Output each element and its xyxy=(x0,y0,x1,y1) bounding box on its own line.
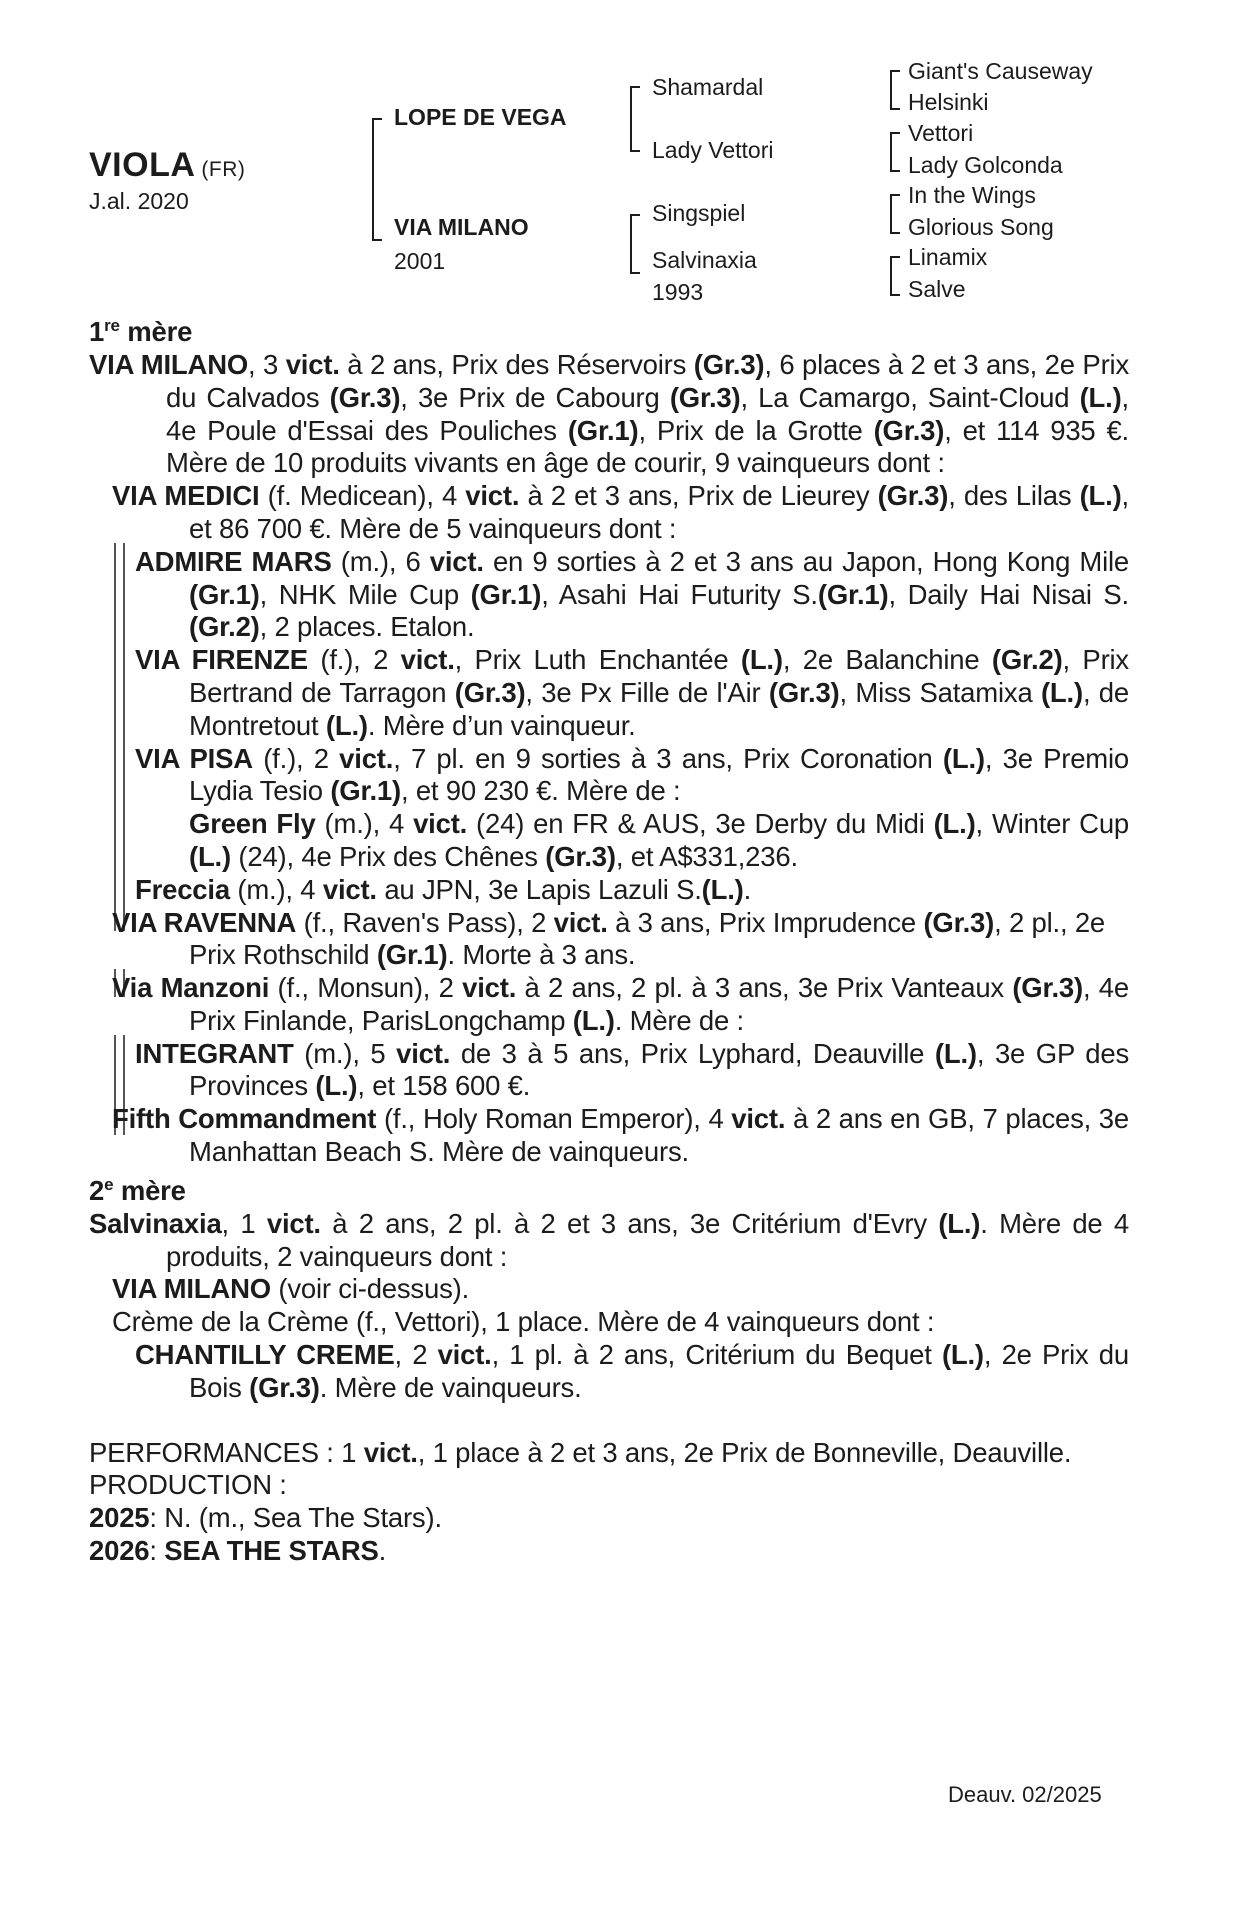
first-dam-text: , 3 vict. à 2 ans, Prix des Réservoirs (Gr.3), 6 places à 2 et 3 ans, 2e Prix du Calvados (Gr.3), 3e Prix de Cabourg (Gr.3), La Camargo, Saint-Cloud (L.), 4e Poule d'Essai des Pouliches (Gr.1), Prix de la Grotte (Gr.3), et 114 935 €. Mère de 10 produits vivants en âge de courir, 9 vainqueurs dont : xyxy=(166,348,1129,479)
second-dam-heading: 2e mère xyxy=(89,1174,186,1207)
produce-via-firenze: VIA FIRENZE (f.), 2 vict., Prix Luth Enchantée (L.), 2e Balanchine (Gr.2), Prix Bertrand de Tarragon (Gr.3), 3e Px Fille de l'Air (Gr.3), Miss Satamixa (L.), de Montretout (L.). Mère d’un vainqueur. xyxy=(135,644,1129,741)
produce-via-pisa: VIA PISA (f.), 2 vict., 7 pl. en 9 sorties à 3 ans, Prix Coronation (L.), 3e Premio Lydia Tesio (Gr.1), et 90 230 €. Mère de : xyxy=(135,742,1130,807)
first-dam-name: VIA MILANO xyxy=(89,348,249,380)
produce-green-fly: Green Fly (m.), 4 vict. (24) en FR & AUS, 3e Derby du Midi (L.), Winter Cup (L.) (24), 4e Prix des Chênes (Gr.3), et A$331,236. xyxy=(189,808,1130,872)
production-2026: 2026: SEA THE STARS. xyxy=(89,1535,387,1566)
first-dam-heading: 1re mère xyxy=(89,316,193,348)
pedigree-sire-sire: Shamardal xyxy=(652,74,764,100)
horse-origin: (FR) xyxy=(201,158,246,181)
second-dam-name: Salvinaxia xyxy=(89,1207,222,1239)
pedigree-dam-dam: Salvinaxia xyxy=(652,247,757,273)
production-label: PRODUCTION : xyxy=(89,1469,287,1501)
produce-integrant: INTEGRANT (m.), 5 vict. de 3 à 5 ans, Prix Lyphard, Deauville (L.), 3e GP des Provinces (L.), et 158 600 €. xyxy=(135,1037,1129,1102)
horse-name xyxy=(89,146,245,185)
pedigree-bracket-dam xyxy=(630,214,640,274)
pedigree-sire: LOPE DE VEGA xyxy=(394,104,567,130)
produce-via-milano-ref: VIA MILANO (voir ci-dessus). xyxy=(112,1273,470,1305)
pedigree-g3-6: Glorious Song xyxy=(908,214,1054,240)
produce-fifth-commandment: Fifth Commandment (f., Holy Roman Emperor), 4 vict. à 2 ans en GB, 7 places, 3e Manhattan Beach S. Mère de vainqueurs. xyxy=(112,1103,1129,1168)
dam-section xyxy=(89,310,1129,1568)
pedigree-dam-dam-year: 1993 xyxy=(652,279,704,305)
pedigree-dam-year: 2001 xyxy=(394,248,446,274)
second-dam-entry xyxy=(89,1208,1129,1274)
first-dam-entry xyxy=(89,349,1129,480)
footer-sale-ref: Deauv. 02/2025 xyxy=(948,1782,1102,1807)
pedigree-g3-5: In the Wings xyxy=(908,182,1036,208)
produce-via-manzoni: Via Manzoni (f., Monsun), 2 vict. à 2 ans, 2 pl. à 3 ans, 3e Prix Vanteaux (Gr.3), 4e Prix Finlande, ParisLongchamp (L.). Mère de : xyxy=(112,972,1129,1036)
pedigree-g3-7: Linamix xyxy=(908,244,988,270)
second-dam-text: , 1 vict. à 2 ans, 2 pl. à 2 et 3 ans, 3e Critérium d'Evry (L.). Mère de 4 produits, 2 vainqueurs dont : xyxy=(166,1207,1129,1272)
produce-creme-de-la-creme: Crème de la Crème (f., Vettori), 1 place. Mère de 4 vainqueurs dont : xyxy=(112,1306,935,1338)
pedigree-bracket-g3-2 xyxy=(890,132,900,172)
pedigree-sire-dam: Lady Vettori xyxy=(652,137,774,163)
pedigree-dam-sire: Singspiel xyxy=(652,200,746,226)
horse-sex-year: J.al. 2020 xyxy=(89,188,189,214)
pedigree-bracket-sire xyxy=(630,86,640,152)
produce-chantilly-creme: CHANTILLY CREME, 2 vict., 1 pl. à 2 ans, Critérium du Bequet (L.), 2e Prix du Bois (Gr.3). Mère de vainqueurs. xyxy=(135,1339,1129,1403)
produce-freccia: Freccia (m.), 4 vict. au JPN, 3e Lapis Lazuli S.(L.). xyxy=(135,873,752,905)
pedigree-bracket-gen1 xyxy=(372,118,382,241)
pedigree-bracket-g3-1 xyxy=(890,70,900,110)
pedigree-bracket-g3-4 xyxy=(890,256,900,296)
horse-name-text: VIOLA xyxy=(89,146,196,184)
production-2025: 2025: N. (m., Sea The Stars). xyxy=(89,1502,442,1534)
pedigree-g3-1: Giant's Causeway xyxy=(908,58,1093,84)
pedigree-g3-2: Helsinki xyxy=(908,89,989,115)
produce-admire-mars: ADMIRE MARS (m.), 6 vict. en 9 sorties à 2 et 3 ans au Japon, Hong Kong Mile (Gr.1), NHK Mile Cup (Gr.1), Asahi Hai Futurity S.(Gr.1), Daily Hai Nisai S. (Gr.2), 2 places. Etalon. xyxy=(135,545,1130,643)
performances: PERFORMANCES : 1 vict., 1 place à 2 et 3 ans, 2e Prix de Bonneville, Deauville. xyxy=(89,1436,1072,1468)
produce-via-ravenna: VIA RAVENNA (f., Raven's Pass), 2 vict. à 3 ans, Prix Imprudence (Gr.3), 2 pl., 2e Prix Rothschild (Gr.1). Morte à 3 ans. xyxy=(112,906,1106,971)
pedigree-g3-8: Salve xyxy=(908,276,966,302)
pedigree-g3-3: Vettori xyxy=(908,120,974,146)
pedigree-bracket-g3-3 xyxy=(890,194,900,234)
produce-via-medici: VIA MEDICI (f. Medicean), 4 vict. à 2 et 3 ans, Prix de Lieurey (Gr.3), des Lilas (L.), et 86 700 €. Mère de 5 vainqueurs dont : xyxy=(112,480,1129,544)
pedigree-g3-4: Lady Golconda xyxy=(908,152,1063,178)
pedigree-dam: VIA MILANO xyxy=(394,214,529,240)
